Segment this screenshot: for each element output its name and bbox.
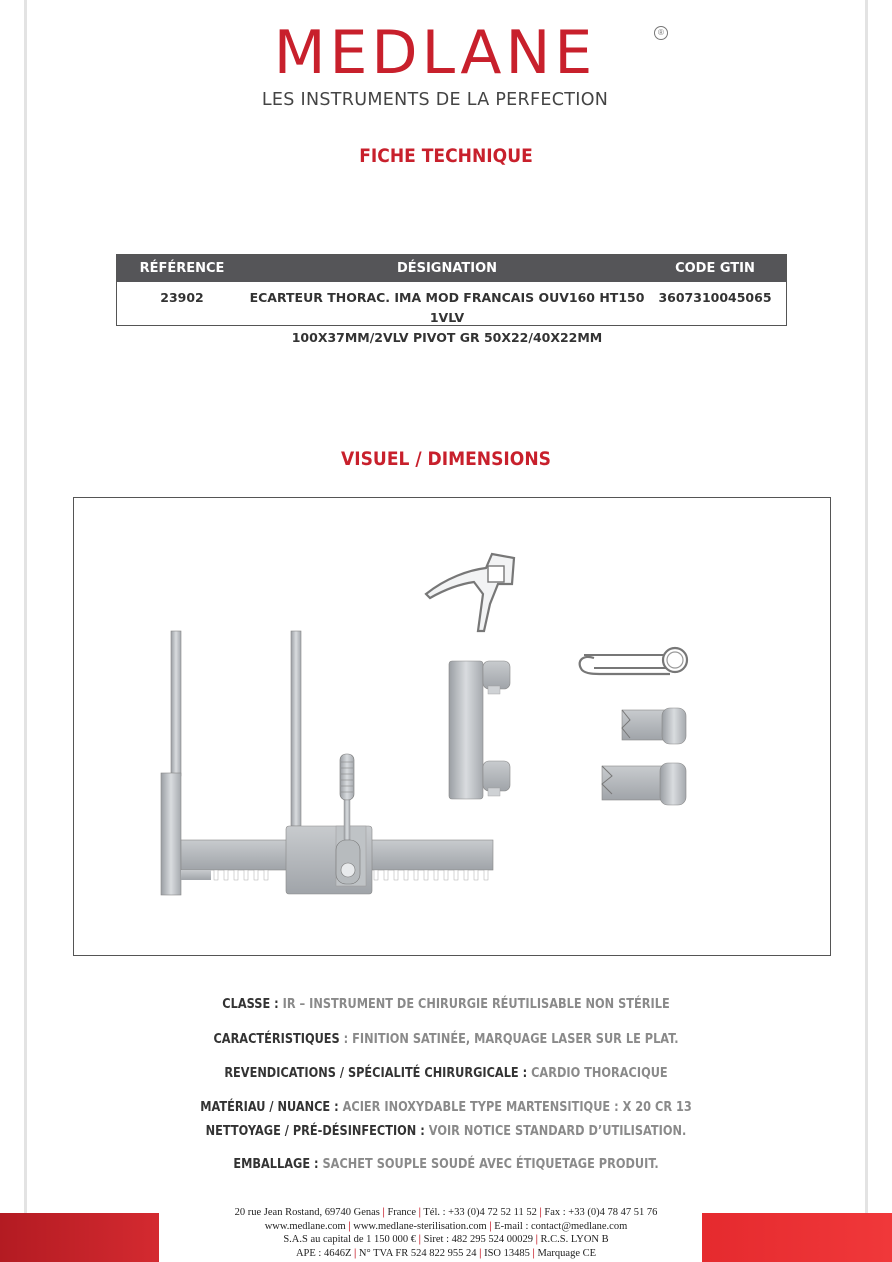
logo-wordmark: MEDLANE [273,18,597,88]
blade-large [449,661,510,799]
footer-line-3: S.A.S au capital de 1 150 000 € | Siret : 482 295 524 00029 | R.C.S. LYON B [283,1234,609,1245]
retractor-illustration [74,498,830,955]
registered-mark: ® [654,26,668,40]
crank-handle [336,754,360,884]
fixed-arm [161,631,181,895]
cell-gtin: 3607310045065 [658,290,772,305]
spec-caracteristiques: CARACTÉRISTIQUES : FINITION SATINÉE, MARQUAGE LASER SUR LE PLAT. [213,1031,679,1047]
reference-table [116,254,787,345]
small-blade-1 [622,708,686,744]
cell-reference: 23902 [160,290,204,305]
left-margin-line [24,0,27,1218]
right-margin-line [865,0,868,1218]
footer-line-2: www.medlane.com | www.medlane-sterilisation.com | E-mail : contact@medlane.com [264,1220,628,1232]
designation-line-2: 100X37MM/2VLV PIVOT GR 50X22/40X22MM [291,330,603,345]
company-footer [180,1206,712,1260]
email-link[interactable]: E-mail : contact@medlane.com [494,1220,628,1232]
footer-line-1: 20 rue Jean Rostand, 69740 Genas | France | Tél. : +33 (0)4 72 52 11 52 | Fax : +33 (0)4 78 47 51 76 [234,1207,658,1218]
header-gtin: CODE GTIN [675,261,755,276]
spec-nettoyage: NETTOYAGE / PRÉ-DÉSINFECTION : VOIR NOTICE STANDARD D’UTILISATION. [205,1123,687,1139]
table-header-row [117,255,786,282]
tagline: LES INSTRUMENTS DE LA PERFECTION [261,90,609,110]
fiche-technique-title: FICHE TECHNIQUE [359,145,533,167]
footer-red-bar-left [0,1213,159,1262]
footer-line-4: APE : 4646Z | N° TVA FR 524 822 955 24 | ISO 13485 | Marquage CE [295,1247,597,1259]
cell-designation [237,288,657,348]
header-designation: DÉSIGNATION [396,261,498,276]
spec-classe: CLASSE : IR – INSTRUMENT DE CHIRURGIE RÉUTILISABLE NON STÉRILE [222,996,670,1012]
spec-emballage: EMBALLAGE : SACHET SOUPLE SOUDÉ AVEC ÉTIQUETAGE PRODUIT. [233,1156,659,1172]
sterilisation-website-link[interactable]: www.medlane-sterilisation.com [353,1220,487,1232]
footer-red-bar-right [702,1213,892,1262]
spec-materiau: MATÉRIAU / NUANCE : ACIER INOXYDABLE TYPE MARTENSITIQUE : X 20 CR 13 [200,1099,692,1115]
hook-wire [580,648,687,674]
product-visual-frame [73,497,831,956]
website-link[interactable]: www.medlane.com [264,1220,346,1232]
medlane-logo [220,18,680,88]
small-blade-2 [602,763,686,805]
designation-line-1: ECARTEUR THORAC. IMA MOD FRANCAIS OUV160 HT150 1VLV [249,290,645,325]
header-reference: RÉFÉRENCE [139,261,225,276]
visuel-dimensions-title: VISUEL / DIMENSIONS [341,448,551,470]
spec-revendications: REVENDICATIONS / SPÉCIALITÉ CHIRURGICALE : CARDIO THORACIQUE [224,1065,668,1081]
blade-wire-top [426,554,514,631]
